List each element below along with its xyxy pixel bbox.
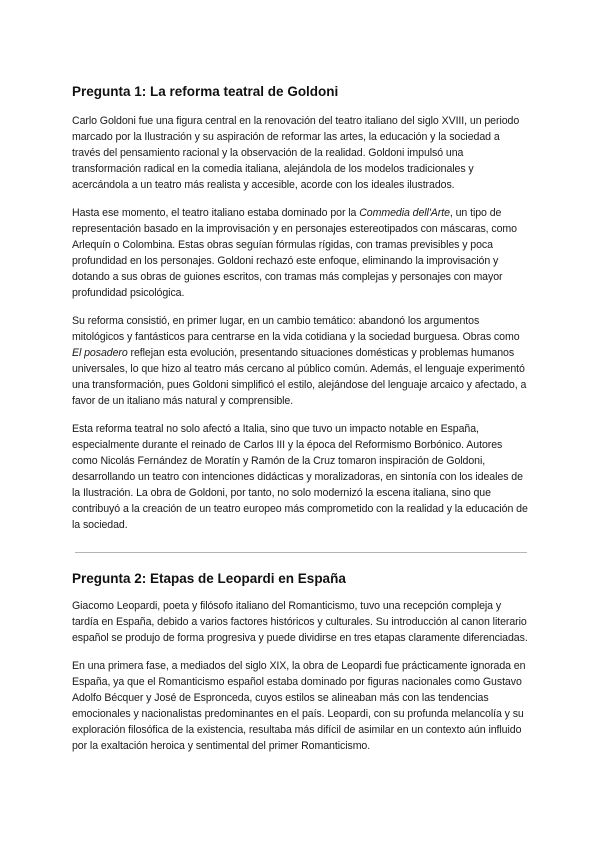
section-divider (75, 552, 527, 553)
paragraph-text: Hasta ese momento, el teatro italiano estaba dominado por la (72, 207, 360, 219)
paragraph-text: Su reforma consistió, en primer lugar, en un cambio temático: abandonó los argumentos mitológicos y fantásticos para centrarse en la vida cotidiana y la sociedad burguesa. Obras como (72, 315, 520, 343)
section-1-paragraph-1: Carlo Goldoni fue una figura central en la renovación del teatro italiano del siglo XVIII, un periodo marcado por la Ilustración y su aspiración de reformar las artes, la educación y la sociedad a través del pensamiento racional y la observación de la realidad. Goldoni impulsó una transformación radical en la comedia italiana, alejándola de los modelos tradicionales y acercándola a un teatro más realista y accesible, acorde con los ideales ilustrados. (72, 115, 520, 191)
section-1-paragraph-4: Esta reforma teatral no solo afectó a Italia, sino que tuvo un impacto notable en España, especialmente durante el reinado de Carlos III y la época del Reformismo Borbónico. Autores como Nicolás Fernández de Moratín y Ramón de la Cruz tomaron inspiración de Goldoni, desarrollando un teatro con intenciones didácticas y moralizadoras, en sintonía con los ideales de la Ilustración. La obra de Goldoni, por tanto, no solo modernizó la escena italiana, sino que contribuyó a la creación de un teatro europeo más comprometido con la realidad y la educación de la sociedad. (72, 423, 528, 531)
section-2-title: Pregunta 2: Etapas de Leopardi en España (72, 571, 346, 586)
section-1-title: Pregunta 1: La reforma teatral de Goldoni (72, 84, 339, 99)
document-body (72, 83, 530, 754)
italic-work-title: El posadero (72, 347, 128, 359)
section-1-paragraph-3 (72, 313, 530, 409)
paragraph-text: reflejan esta evolución, presentando situaciones domésticas y problemas humanos universales, lo que hizo al teatro más cercano al público común. Además, el lenguaje experimentó una transformación, pues Goldoni simplificó el estilo, alejándose del lenguaje arcaico y afectado, a favor de un italiano más natural y comprensible. (72, 347, 527, 407)
paragraph-text: , un tipo de representación basado en la improvisación y en personajes estereotipados con máscaras, como Arlequín o Colombina. Estas obras seguían fórmulas rígidas, con tramas previsibles y poca profundidad en los personajes. Goldoni rechazó este enfoque, eliminando la improvisación y dotando a sus obras de guiones escritos, con tramas más complejas y personajes con mayor profundidad psicológica. (72, 207, 517, 299)
italic-work-title: Commedia dell'Arte (359, 207, 450, 219)
section-1-paragraph-2 (72, 205, 530, 301)
section-2-paragraph-1: Giacomo Leopardi, poeta y filósofo italiano del Romanticismo, tuvo una recepción compleja y tardía en España, debido a varios factores históricos y culturales. Su introducción al canon literario español se produjo de forma progresiva y puede dividirse en tres etapas claramente diferenciadas. (72, 600, 528, 644)
section-2-paragraph-2: En una primera fase, a mediados del siglo XIX, la obra de Leopardi fue prácticamente ignorada en España, ya que el Romanticismo español estaba dominado por figuras nacionales como Gustavo Adolfo Bécquer y José de Espronceda, cuyos estilos se alineaban más con las tendencias emocionales y nacionalistas predominantes en el país. Leopardi, con su profunda melancolía y su exploración filosófica de la existencia, resultaba más difícil de asimilar en un contexto aún influido por la exaltación heroica y sentimental del primer Romanticismo. (72, 660, 526, 752)
